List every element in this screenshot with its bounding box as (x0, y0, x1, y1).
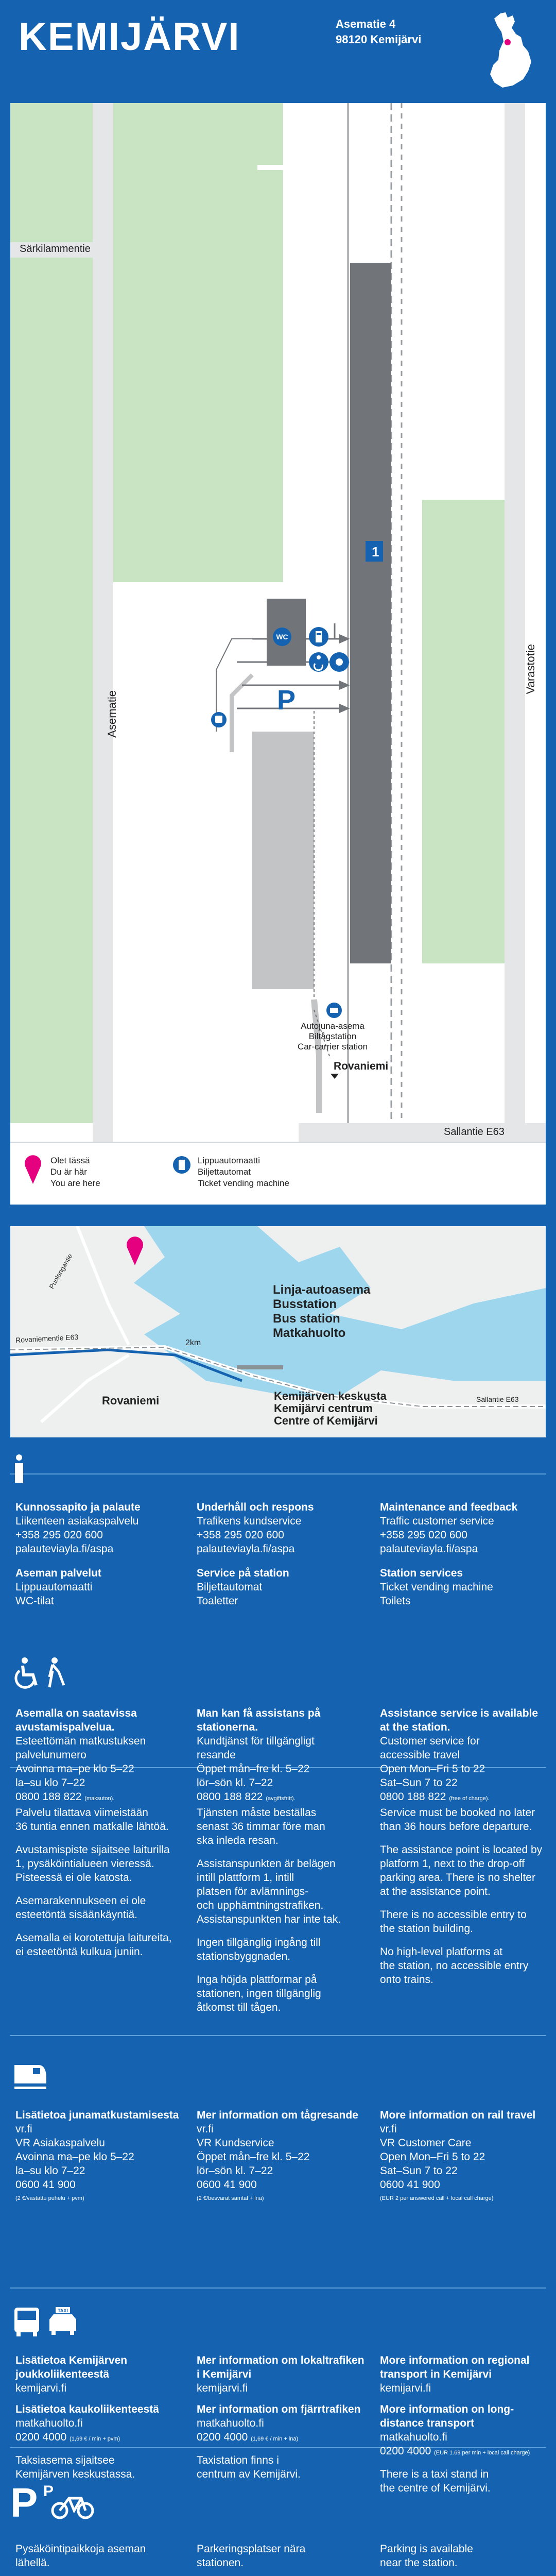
location-pin-icon (125, 1235, 145, 1266)
rail-en: More information on rail travel vr.fi VR Customer Care Open Mon–Fri 5 to 22 Sat–Sun 7 to 22 0600 41 900 (EUR 2 per answered call + local call charge) (380, 2109, 536, 2201)
bus-station-label: Linja-autoasema Busstation Bus station Matkahuolto (273, 1283, 371, 1340)
direction-rovaniemi: Rovaniemi (334, 1060, 389, 1072)
parking-sign: P (277, 685, 296, 716)
assist-en: Assistance service is available at the station. Customer service for accessible travel Open Mon–Fri 5 to 22 Sat–Sun 7 to 22 0800 188 822 (free of charge). Service must be booked no later than 36 hours before departure. The assistance point is located by platform 1, next to the drop-off parking area. There is no shelter at the assistance point. There is no accessible entry to the station building. No high-level platforms at the station, no accessible entry onto trains. (380, 1707, 543, 1986)
bus-sv: Mer information om lokaltrafiken i Kemijärvi kemijarvi.fi Mer information om fjärrtrafiken matkahuolto.fi 0200 4000 (1,69 € / min + lna) Taxistation finns i centrum av Kemijärvi. (197, 2354, 364, 2480)
parking-bicycle-icon (10, 2481, 98, 2522)
road-rovaniementie: Rovaniementie E63 (15, 1332, 79, 1345)
region-map (10, 1226, 546, 1437)
legend-you-are-here: Olet tässä Du är här You are here (50, 1156, 100, 1188)
ticket-machine-icon (309, 627, 328, 647)
station-address: Asematie 4 98120 Kemijärvi (336, 18, 422, 46)
parking-fi: Pysäköintipaikkoja aseman lähellä. (15, 2543, 146, 2569)
wc-icon: WC (273, 628, 291, 646)
rail-sv: Mer information om tågresande vr.fi VR Kundservice Öppet mån–fre kl. 5–22 lör–sön kl. 7–22 0600 41 900 (2 €/besvarat samtal + lna) (197, 2109, 358, 2201)
legend-ticket-machine: Lippuautomaatti Biljettautomat Ticket vending machine (198, 1156, 289, 1188)
station-title: KEMIJÄRVI (19, 15, 240, 59)
distance-label: 2km (185, 1338, 201, 1347)
street-sarkilammentie: Särkilammentie (20, 243, 91, 255)
info-icon (12, 1454, 26, 1484)
station-map (10, 103, 546, 1162)
bus-icon (12, 2306, 41, 2337)
parking-sv: Parkeringsplatser nära stationen. (197, 2543, 306, 2569)
accessibility-icon (309, 652, 328, 672)
taxi-badge: TAXI (58, 2308, 68, 2313)
rail-fi: Lisätietoa junamatkustamisesta vr.fi VR Asiakaspalvelu Avoinna ma–pe klo 5–22 la–su klo 7–22 0600 41 900 (2 €/vastattu puhelu + pvm) (15, 2109, 179, 2201)
bus-en: More information on regional transport in Kemijärvi kemijarvi.fi More information on long-distance transport matkahuolto.fi 0200 4000 (EUR 1.69 per min + local call charge) There is a taxi stand in the centre of Kemijärvi. (380, 2354, 530, 2494)
assist-sv: Man kan få assistans på stationerna. Kundtjänst för tillgängligt resande Öppet mån–fre kl. 5–22 lör–sön kl. 7–22 0800 188 822 (avgiftsfritt). Tjänsten måste beställas senast 36 timmar före man ska inleda resan. Assistanspunkten är belägen intill plattform 1, intill platsen för avlämnings- och upphämtningstrafiken. Assistanspunkten har inte tak. Ingen tillgänglig ingång till stationsbyggnaden. Inga höjda plattformar på stationen, ingen tillgänglig åtkomst till tågen. (197, 1707, 341, 2013)
arrow-down-icon (331, 1074, 339, 1079)
svg-text:P: P (10, 2481, 38, 2522)
parking-en: Parking is available near the station. (380, 2543, 473, 2569)
platform-number: 1 (372, 544, 379, 560)
road-sallantie: Sallantie E63 (476, 1395, 519, 1403)
assist-fi: Asemalla on saatavissa avustamispalvelua. Esteettömän matkustuksen palvelunumero Avoinna ma–pe klo 5–22 la–su klo 7–22 0800 188 822 (maksuton). Palvelu tilattava viimeistään 36 tuntia ennen matkalle lähtöä. Avustamispiste sijaitsee laiturilla 1, pysäköintialueen vieressä. Pisteessä ei ole katosta. Asemarakennukseen ei ole esteetöntä sisäänkäyntiä. Asemalla ei korotettuja laitureita, ei esteetöntä kulkua juniin. (15, 1707, 172, 1958)
parking-assist-icon (329, 652, 349, 672)
info-fi: Kunnossapito ja palaute Liikenteen asiakaspalvelu +358 295 020 600 palauteviayla.fi/aspa Aseman palvelut Lippuautomaatti WC-tilat (15, 1501, 141, 1607)
bus-icon (211, 712, 227, 727)
street-varastotie: Varastotie (524, 644, 537, 694)
info-sv: Underhåll och respons Trafikens kundservice +358 295 020 600 palauteviayla.fi/aspa Service på station Biljettautomat Toaletter (197, 1501, 314, 1607)
info-en: Maintenance and feedback Traffic customer service +358 295 020 600 palauteviayla.fi/aspa Station services Ticket vending machine Toilets (380, 1501, 518, 1607)
street-sallantie: Sallantie E63 (444, 1126, 505, 1138)
town-centre-label: Kemijärven keskusta Kemijärvi centrum Centre of Kemijärvi (274, 1389, 387, 1427)
ticket-machine-icon (173, 1156, 190, 1174)
bus-fi: Lisätietoa Kemijärven joukkoliikenteestä kemijarvi.fi Lisätietoa kaukoliikenteestä matkahuolto.fi 0200 4000 (1,69 € / min + pvm) Taksiasema sijaitsee Kemijärven keskustassa. (15, 2354, 159, 2480)
car-carrier-label: Autojuna-asema Biltågstation Car-carrier station (298, 1021, 368, 1052)
map-legend (10, 1142, 546, 1205)
train-icon (12, 2061, 48, 2094)
direction-rovaniemi: Rovaniemi (102, 1394, 160, 1407)
accessibility-icon (12, 1656, 69, 1689)
street-asematie: Asematie (106, 690, 118, 738)
road-puolangantie: Puolangantie (47, 1252, 74, 1291)
finland-map-icon (479, 10, 541, 93)
taxi-icon (46, 2307, 79, 2338)
location-pin-icon (23, 1154, 43, 1185)
svg-text:P: P (43, 2483, 54, 2500)
car-carrier-icon (326, 1003, 342, 1018)
